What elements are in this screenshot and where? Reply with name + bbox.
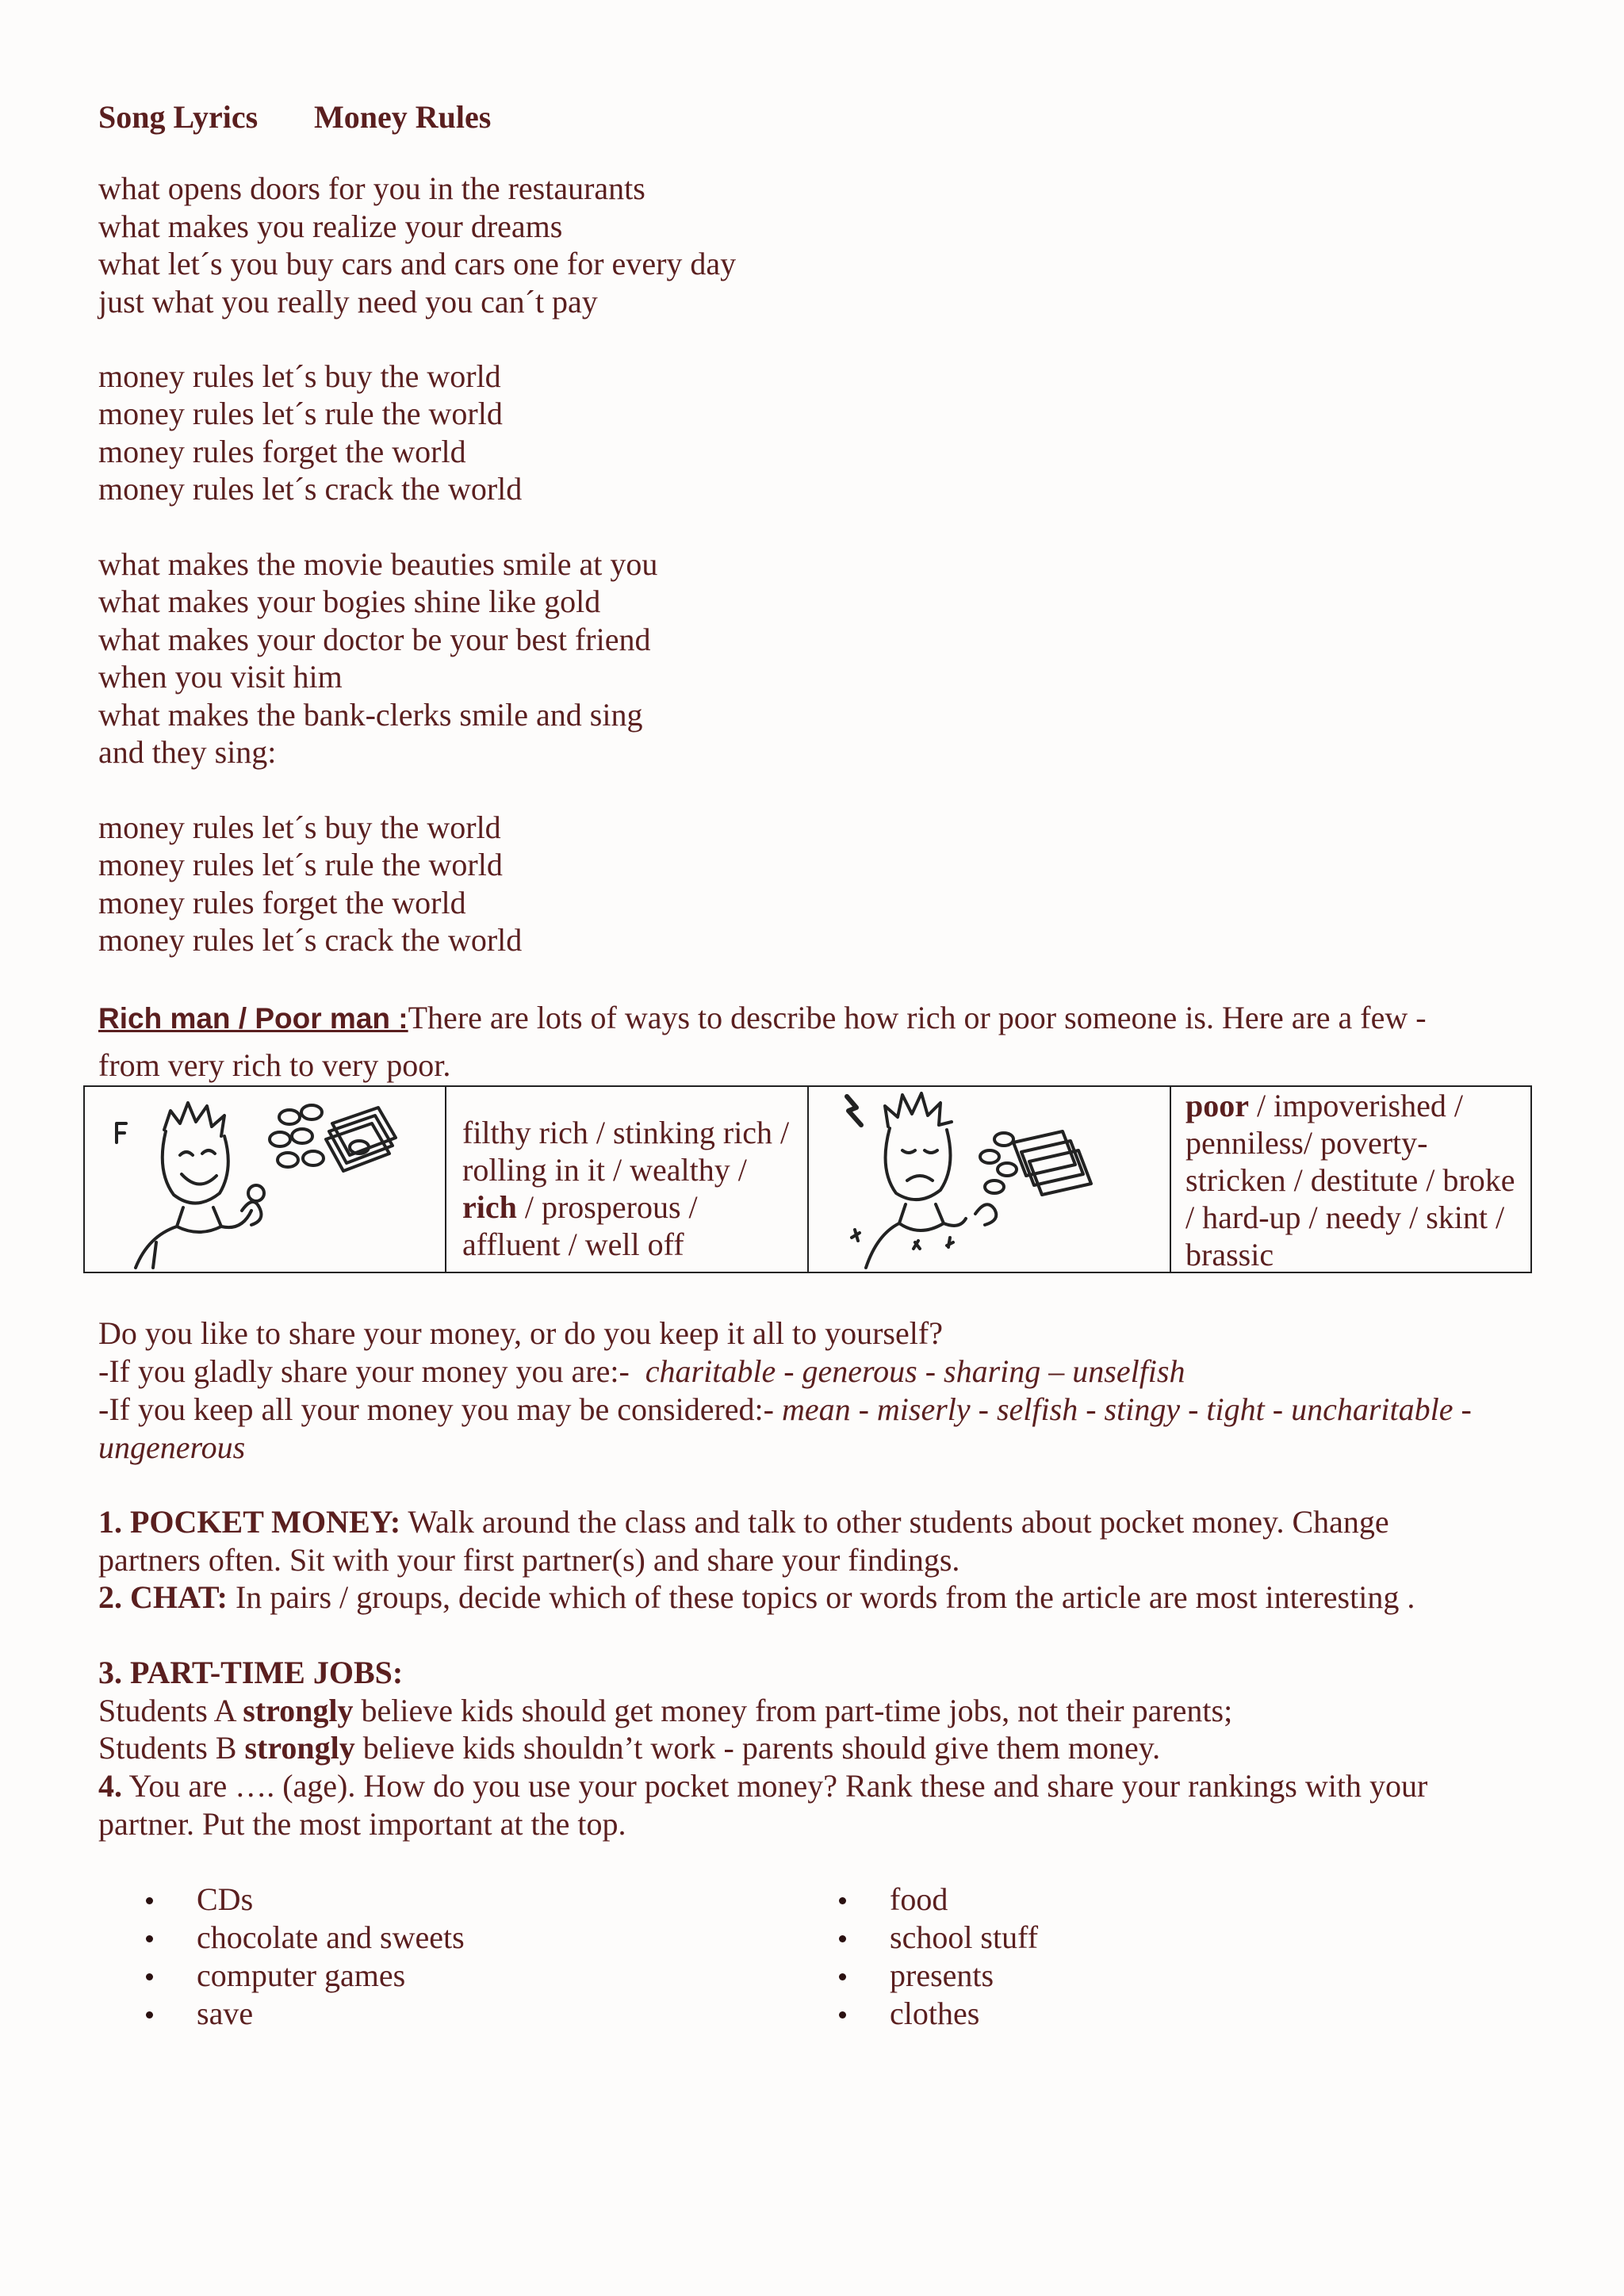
lyric-line: what makes your doctor be your best friend (98, 622, 651, 657)
task-1-text: Walk around the class and talk to other students about pocket money. Change (400, 1504, 1389, 1540)
task-4-continued: partner. Put the most important at the top. (98, 1806, 626, 1842)
poor-man-illustration (820, 1087, 1137, 1271)
bullet (146, 1973, 153, 1980)
list-item-label: presents (890, 1957, 994, 1993)
students-a-post: believe kids should get money from part-time jobs, not their parents; (353, 1693, 1233, 1728)
task-4-text: You are …. (age). How do you use your pocket money? Rank these and share your rankings with your (122, 1768, 1428, 1804)
list-item-label: chocolate and sweets (197, 1919, 465, 1955)
lyric-line: what makes the bank-clerks smile and sing (98, 697, 643, 733)
students-b-bold: strongly (244, 1730, 355, 1766)
bullet (146, 1897, 153, 1904)
task-2 (98, 1578, 1415, 1617)
chorus-line: money rules let´s buy the world (98, 809, 501, 845)
task-4 (98, 1767, 1427, 1805)
list-item-label: clothes (890, 1996, 980, 2031)
song-title: Money Rules (314, 99, 492, 135)
lyric-line: what opens doors for you in the restaurants (98, 170, 645, 206)
share-lead: -If you gladly share your money you are:- (98, 1353, 630, 1389)
rich-words-cell (446, 1087, 809, 1272)
list-item (791, 1995, 1038, 2033)
keep-lead: -If you keep all your money you may be considered:- (98, 1391, 774, 1427)
list-item (98, 1957, 465, 1995)
task-1 (98, 1503, 1389, 1541)
list-item-label: school stuff (890, 1919, 1039, 1955)
students-b-pre: Students B (98, 1730, 245, 1766)
chorus-line: money rules let´s crack the world (98, 471, 523, 507)
lyric-line: what makes you realize your dreams (98, 209, 563, 244)
list-item (98, 1995, 465, 2033)
chorus-line: money rules let´s rule the world (98, 847, 503, 882)
rich-word-bold: rich (462, 1189, 517, 1225)
lyric-line: when you visit him (98, 659, 343, 695)
poor-word-bold: poor (1185, 1088, 1249, 1123)
rich-poor-intro (98, 999, 1427, 1038)
poor-words-text: / impoverished / penniless/ poverty-stricken / destitute / broke / hard-up / needy / skint / brassic (1185, 1088, 1515, 1272)
poor-words-cell (1171, 1087, 1534, 1272)
lyric-line: what makes your bogies shine like gold (98, 584, 601, 619)
task-2-label: 2. CHAT: (98, 1579, 228, 1615)
chorus-line: money rules let´s rule the world (98, 396, 503, 431)
task-3-students-a (98, 1692, 1232, 1730)
rich-words (462, 1114, 799, 1263)
lyric-line: and they sing: (98, 734, 277, 770)
list-item-label: computer games (197, 1957, 406, 1993)
rich-poor-intro-text: There are lots of ways to describe how rich or poor someone is. Here are a few - (408, 1000, 1427, 1035)
list-item-label: save (197, 1996, 254, 2031)
bullet (839, 1935, 846, 1942)
rich-poor-heading: Rich man / Poor man : (98, 1002, 408, 1035)
task-4-label: 4. (98, 1768, 122, 1804)
bullet (146, 2011, 153, 2019)
list-item (791, 1919, 1038, 1957)
chorus-line: money rules forget the world (98, 434, 466, 469)
chorus-line: money rules forget the world (98, 885, 466, 920)
list-item (98, 1881, 465, 1919)
bullet (839, 1973, 846, 1980)
sharing-question: Do you like to share your money, or do you keep it all to yourself? (98, 1315, 943, 1351)
rich-words-text-end: / prosperous / affluent / well off (462, 1189, 698, 1262)
task-3-students-b (98, 1729, 1160, 1767)
chorus-line: money rules let´s buy the world (98, 358, 501, 394)
lyric-line: what makes the movie beauties smile at you (98, 546, 658, 582)
chorus-line: money rules let´s crack the world (98, 922, 523, 958)
lyric-line: what let´s you buy cars and cars one for every day (98, 246, 737, 281)
sharing-mean-line (98, 1391, 1472, 1429)
list-item (791, 1957, 1038, 1995)
students-b-post: believe kids shouldn’t work - parents should give them money. (354, 1730, 1161, 1766)
keep-words: mean - miserly - selfish - stingy - tight - uncharitable - (781, 1391, 1472, 1427)
poor-man-picture-cell (809, 1087, 1171, 1272)
task-3-label: 3. PART-TIME JOBS: (98, 1655, 404, 1690)
share-words: charitable - generous - sharing – unselfish (645, 1353, 1185, 1389)
pocket-money-list-left (98, 1881, 465, 2033)
lyric-line: just what you really need you can´t pay (98, 284, 598, 320)
list-item-label: CDs (197, 1881, 254, 1917)
rich-poor-intro-line2: from very rich to very poor. (98, 1047, 451, 1083)
pocket-money-list-right (791, 1881, 1038, 2033)
task-2-text: In pairs / groups, decide which of these topics or words from the article are most interesting . (227, 1579, 1415, 1615)
students-a-pre: Students A (98, 1693, 243, 1728)
list-item (791, 1881, 1038, 1919)
list-item-label: food (890, 1881, 948, 1917)
vocabulary-table (83, 1085, 1532, 1273)
rich-words-text: filthy rich / stinking rich / rolling in it / wealthy / (462, 1115, 790, 1188)
students-a-bold: strongly (243, 1693, 354, 1728)
sharing-generous-line (98, 1353, 1185, 1391)
list-item (98, 1919, 465, 1957)
task-1-label: 1. POCKET MONEY: (98, 1504, 401, 1540)
rich-man-picture-cell (85, 1087, 446, 1272)
task-1-continued: partners often. Sit with your first partner(s) and share your findings. (98, 1542, 960, 1578)
bullet (146, 1935, 153, 1942)
poor-words (1185, 1087, 1526, 1273)
song-lyrics-label: Song Lyrics (98, 99, 259, 135)
keep-words-continued: ungenerous (98, 1429, 246, 1465)
rich-man-illustration (101, 1092, 402, 1270)
bullet (839, 2011, 846, 2019)
bullet (839, 1897, 846, 1904)
